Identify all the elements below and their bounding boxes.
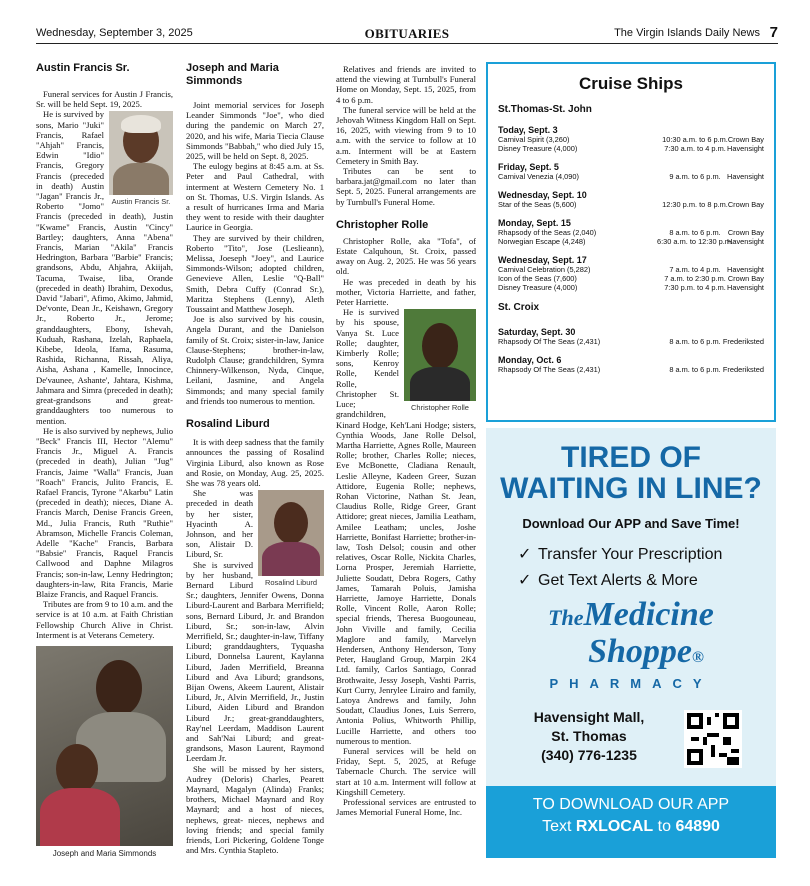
qr-code-icon[interactable] <box>684 710 742 768</box>
phone-number: (340) 776-1235 <box>541 747 637 763</box>
cruise-ships-box <box>486 62 776 422</box>
ship-time: 8 a.m. to 6 p.m. <box>669 228 721 237</box>
obituary-rolle <box>336 219 476 818</box>
ship-port: Havensight <box>727 172 764 181</box>
ship-port: Crown Bay <box>727 274 764 283</box>
obituary-paragraph: He is survived by his spouse, Vanya St. Luce Rolle; daughter, Kimberly Rolle; sons, Kenroy Rolle, Kendel Rolle, Christopher St. Luce; grandchildren, Kinard Hodge, Keh'Lani Hodge; sisters, Cynthia Woods, Jane Rolle Delsol, Martha Harriette, Agnes Rolle, Maureen Rolle; brother, Charles Rolle; nieces, Eve McBonette, Cladiana Renault, Leslie Alleyne, Kadeen Greer, Suzan Attidore, Eugenia Rolle; nephews, Rohan Victorine, Nathan St. Jean, Claudius Rolle, Ridge Greer, Grant Attidore; great nieces, Jamilia Leatham, Amilee Leatham; uncles, Joshe Harriette, Bonifast Harriette; brother-in-law, Tosh Delsol; cousin and other relatives, Oscar Rolle, Nickita Charles, Lorna Prosper, Jeremiah Harriette, Juliette Soudatt, Debra Rogers, Cathy James, Tamarah Poluis, Jamisha Harriette, Jamoye Harriette, Donals Rolle, Vincent Rolle, Aaron Rolle; special friends, Theresa Buogouneau, John Viville and family, Cecilia Maglore and family, Marvelyn Hendersen, Anthony Henderson, Tony Peter, Haugland Group, Marpin 2K4 Ltd. family, Carlos Santiago, Conrad Brothwaite, Jessy Joseph, Vashti Parris, Kurt Curry, Jenrylee Lirairo and family, Latoya Andrews and family, John Soudatt, Claudius Jones, Luis Serrero, Antonia Polius, Whitworth Phillip, Lucille Harriette, and others too numerous to mention. <box>336 307 476 746</box>
ship-time: 9 a.m. to 6 p.m. <box>669 172 721 181</box>
ad-bullets <box>518 542 722 594</box>
schedule-st-thomas <box>498 125 764 292</box>
obituary-paragraph: Relatives and friends are invited to attend the viewing at Turnbull's Funeral Home on Monday, Sept. 15, 2025, from 4 to 6 p.m. <box>336 64 476 105</box>
obituary-paragraph: Joint memorial services for Joseph Leander Simmonds "Joe", who died during the pandemic on March 27, 2020, and his wife, Maria Tiecia Clause Simmonds "Babbah," who died July 15, 2025, will be held on Sept. 8, 2025. <box>186 100 324 162</box>
obituary-simmonds <box>186 62 324 406</box>
section-title: OBITUARIES <box>364 26 450 41</box>
paper-name: The Virgin Islands Daily News <box>614 27 760 39</box>
ship-time: 8 a.m. to 6 p.m. <box>669 337 721 346</box>
obituary-name: Joseph and Maria Simmonds <box>186 62 279 87</box>
photo <box>36 646 173 846</box>
ship-ship: Disney Treasure (4,000) <box>498 283 578 292</box>
obituary-paragraph: Professional services are entrusted to James Memorial Funeral Home, Inc. <box>336 797 476 818</box>
medicine-shoppe-logo <box>506 598 756 675</box>
pharmacy-label: PHARMACY <box>549 676 713 691</box>
ship-row <box>498 283 764 292</box>
obituary-paragraph: She will be missed by her sisters, Audrey (Deloris) Charles, Pearett Maynard, Magalyn (Alinda) Franks; brothers, Michael Maynard and Roy Maynard; and a host of nieces, nephews, great- nieces, nephews and loving friends; and special family friends, Lori Pickering, Goldene Tonge and Mrs. Cynthia Stapleto. <box>186 763 324 856</box>
schedule-day: Friday, Sept. 5 <box>498 162 559 172</box>
page-number: 7 <box>769 24 778 41</box>
obituary-liburd <box>186 418 324 855</box>
obituary-paragraph: They are survived by their children, Roberto "Tito", Jose (Leslieann), Melissa, Joeseph "Joey", and Laurice Simmonds-Wilson; adopted children, Genevieve Allen, Leslie "Q-Ball" Smith, Debra Cuffy (Conrad Sr.), Maritza Stephens (Lenny), Aleth Toussaint and Matthew Joseph. <box>186 232 324 315</box>
obituary-paragraph: It is with deep sadness that the family announces the passing of Rosalind Virginia Liburd, also known as Rose and Rosie, on Monday, Aug. 25, 2025. She was 78 years old. <box>186 437 324 488</box>
bullet-text: Get Text Alerts & More <box>538 572 698 589</box>
obituary-name: Rosalind Liburd <box>186 418 270 431</box>
footer-text: Text <box>542 818 572 835</box>
obituary-paragraph: He was preceded in death by his mother, Victoria Harriette, and father, Peter Harriette. <box>336 276 476 308</box>
portrait-simmonds <box>36 646 173 858</box>
ship-port: Havensight <box>727 265 764 274</box>
photo-caption: Rosalind Liburd <box>264 578 318 588</box>
logo-shoppe: Shoppe <box>588 633 692 670</box>
ship-row <box>498 135 764 144</box>
ship-ship: Icon of the Seas (7,600) <box>498 274 577 283</box>
headline-line-1: TIRED OF <box>561 441 701 474</box>
obituary-paragraph: He is also survived by nephews, Julio "Beck" Francis III, Hector "Alemu" Francis Jr., Miguel A. Francis (preceded in death), Julian "Jug" Francis, Jaime "Walla" Francis, Juan "Roach" Francis, Julito Francis, E. Rafael Francis, Tyrone "Akarbu" Latin (preceded in death); nieces, Diane A. Francis March, Denise Francis Green, Md., Julia Francis, Ruth "Ruthie" Abramson, Michelle Francis Coleman, Adelle "Kache" Francis, Barbara "Babsie" Francis, Raquel Francis Callwood and Daphne Milagros Francis; son-in-law, Lenny Hedrington; daughters-in-law, Rita Francis, Marie Blaize Francis, and Raquel Francis. <box>36 425 173 599</box>
cruise-title: Cruise Ships <box>579 74 683 93</box>
ship-port: Havensight <box>727 283 764 292</box>
region-st-thomas: St.Thomas-St. John <box>498 104 592 115</box>
photo-caption: Joseph and Maria Simmonds <box>52 849 157 858</box>
photo <box>258 490 324 576</box>
obituary-paragraph: The eulogy begins at 8:45 a.m. at Ss. Peter and Paul Cathedral, with interment at Western Cemetery No. 1 on St. Thomas, U.S. Virgin Islands. As a result of hurricanes Irma and Maria they went to reside with their daughter Laurice in Georgia. <box>186 161 324 233</box>
ship-row <box>498 274 764 283</box>
ship-ship: Carnival Celebration (5,282) <box>498 265 591 274</box>
ship-time: 7:30 a.m. to 4 p.m. <box>664 144 726 153</box>
ship-ship: Norwegian Escape (4,248) <box>498 237 586 246</box>
ship-row <box>498 365 764 374</box>
ship-port: Crown Bay <box>727 135 764 144</box>
column-3 <box>336 64 476 876</box>
ship-ship: Rhapsody Of The Seas (2,431) <box>498 337 601 346</box>
obituary-paragraph: Joe is also survived by his cousin, Angela Durant, and the Danielson family of St. Croix; sister-in-law, Janice Clause-Stephens; brother-in-law, Rudolph Clause; grandchildren, Symra Chinnery-Wilkenson, Nyda, Cinque, Leilani, Jasmine, and Angela Simmonds; and many special family and friends too numerous to mention. <box>186 314 324 406</box>
ship-ship: Carnival Venezia (4,090) <box>498 172 579 181</box>
ship-row <box>498 200 764 209</box>
footer-to: to <box>657 818 671 835</box>
ship-ship: Carnival Spirit (3,260) <box>498 135 570 144</box>
ship-time: 12:30 p.m. to 8 p.m. <box>662 200 728 209</box>
page-header <box>36 26 778 44</box>
schedule-day: Monday, Oct. 6 <box>498 355 562 365</box>
photo-caption: Austin Francis Sr. <box>111 197 171 207</box>
ship-row <box>498 144 764 153</box>
obituary-paragraph: Funeral services will be held on Friday, Sept. 5, 2025, at Refuge Tabernacle Church. The service will start at 10 a.m. Interment will follow at Kingshill Cemetery. <box>336 746 476 797</box>
address-line-1: Havensight Mall, <box>533 709 645 725</box>
ship-row <box>498 172 764 181</box>
ship-row <box>498 265 764 274</box>
footer-line-2 <box>486 816 776 838</box>
obituary-paragraph: The funeral service will be held at the Jehovah Witness Kingdom Hall on Sept. 16, 2025, with viewing from 9 to 10 a.m. with the service to follow at 10 a.m. Interment will be at Eastern Cemetery in Smith Bay. <box>336 104 476 166</box>
schedule-day: Saturday, Sept. 30 <box>498 327 576 337</box>
footer-number: 64890 <box>675 818 720 835</box>
photo-caption: Christopher Rolle <box>411 403 469 413</box>
ship-port: Havensight <box>727 237 764 246</box>
footer-line-1: TO DOWNLOAD OUR APP <box>532 796 730 813</box>
portrait-christopher-rolle <box>404 309 476 412</box>
logo-medicine: Medicine <box>583 596 714 633</box>
store-address <box>504 708 674 765</box>
logo-the: The <box>548 605 584 630</box>
ship-port: Frederiksted <box>722 337 764 346</box>
medicine-shoppe-ad <box>486 428 776 858</box>
ship-row <box>498 228 764 237</box>
schedule-st-croix <box>498 327 764 374</box>
obituary-paragraph: Christopher Rolle, aka "Tofa", of Estate Calquhoun, St. Croix, passed away on Aug. 2, 2025. He was 56 years old. <box>336 235 476 277</box>
schedule-day: Wednesday, Sept. 17 <box>498 255 587 265</box>
issue-date: Wednesday, September 3, 2025 <box>36 27 193 39</box>
headline-line-2: WAITING IN LINE? <box>500 472 762 505</box>
obituary-liburd-continued <box>336 64 476 207</box>
ship-time: 10:30 a.m. to 6 p.m. <box>662 135 728 144</box>
photo <box>109 111 173 195</box>
ad-footer <box>486 786 776 858</box>
obituary-paragraph: He is survived by sons, Mario "Juki" Francis, Rafael "Ahjah" Francis, Edwin "Idio" Francis, Gregory Francis (preceded in death) Austin "Jagan" Francis Jr., Roberto "Jomo" Francis (preceded in death), Justin "Kwame" Francis, Austin "Cincy" Bartley; daughters, Anna "Abena" Francis, Marian "Akila" Francis Hedrington, Barbara "Barbie" Francis; grandsons, Abdu, Ahjahra, Akiijah, Tacuma, Twaise, Iiba, Orande (preceded in death) Ibrahim, Dexodus, David "Jabari", Afimo, Akimo, Jahmid, De'vonte, Dean Jr., Keishawn, Gregory Jr., Roberto Jr., Jerome; granddaughters, Ebony, Ishevah, Kuduah, Rashana, Izelah, Raphaela, Kibebe, Ideola, Ifama, Rasuma, Rashida, Richanna, Rissah, Aliya, Aisha, Ashana , Kamelle, Innocince, De'vaunee, Ashante', Jahtara, Kishma, Jahmara and Simra (preceded in death); great-grandsons and great-granddaughters too numerous to mention. <box>36 109 173 426</box>
obituary-paragraph: Tributes are from 9 to 10 a.m. and the service is at 10 a.m. at Faith Christian Fellowship Church Alive in Christ. Interment is at Veterans Cemetery. <box>36 599 173 640</box>
photo <box>404 309 476 401</box>
schedule-day: Today, Sept. 3 <box>498 125 558 135</box>
ship-time: 8 a.m. to 6 p.m. <box>669 365 721 374</box>
obituary-name: Christopher Rolle <box>336 218 429 231</box>
ship-port: Frederiksted <box>722 365 764 374</box>
schedule-day: Monday, Sept. 15 <box>498 218 571 228</box>
obituary-austin-francis <box>36 62 173 640</box>
obituary-paragraph: Tributes can be sent to barbara.jat@gmail.com no later than Sept. 5, 2025. Funeral arrangements are by Turnbull's Funeral Home. <box>336 166 476 207</box>
footer-code: RXLOCAL <box>575 818 654 835</box>
portrait-rosalind-liburd <box>258 490 324 587</box>
check-icon: ✓ <box>518 572 532 589</box>
schedule-day: Wednesday, Sept. 10 <box>498 190 587 200</box>
ship-time: 7 a.m. to 4 p.m. <box>669 265 721 274</box>
obituary-paragraph: She is survived by her husband, Bernard Liburd Sr.; daughters, Jennifer Owens, Donna Liburd-Laurent and Barbara Merrifield; sons, Bernard Liburd, Jr. and Brandon Liburd, Sr.; son-in-law, Alvin Merrifield, Sr.; daughter-in-law, Tiffany Liburd; granddaughters, Tyquasha Liburd, Donnelsa Laurent, Kaylanna Liburd, Jaden Merrifield, Breanna Liburd and Ava Liburd; grandsons, Bijan Owens, Akeem Laurent, Alistair Liburd, Jr., Alvin Merrifield, Jr., Justin Liburd, Aiden Liburd and Brandon Liburd Jr.; great-granddaughters, Ray'nel Leerdam, Maddison Laurent and Sah'Nai Liburd; and great-grandsons, Mason Laurent, Raymond Leerdam Jr. <box>186 559 324 764</box>
portrait-austin-francis <box>109 111 173 206</box>
ship-port: Crown Bay <box>727 200 764 209</box>
ad-subhead: Download Our APP and Save Time! <box>522 516 740 531</box>
obituary-paragraph: She was preceded in death by her sister, Hyacinth A. Johnson, and her son, Alistair D. Liburd, Sr. <box>186 488 253 560</box>
address-line-2: St. Thomas <box>551 728 627 744</box>
ship-ship: Disney Treasure (4,000) <box>498 144 578 153</box>
ship-time: 7 a.m. to 2:30 p.m. <box>664 274 726 283</box>
ship-port: Crown Bay <box>727 228 764 237</box>
region-st-croix: St. Croix <box>498 302 540 313</box>
ship-port: Havensight <box>727 144 764 153</box>
obituary-paragraph: Funeral services for Austin J Francis, Sr. will be held Sept. 19, 2025. <box>36 89 173 110</box>
ship-row <box>498 237 764 246</box>
column-2 <box>186 58 324 876</box>
ship-ship: Star of the Seas (5,600) <box>498 200 577 209</box>
ship-time: 7:30 p.m. to 4 p.m. <box>664 283 726 292</box>
ad-headline <box>486 442 776 504</box>
obituary-name: Austin Francis Sr. <box>36 62 130 74</box>
rx-icon: ® <box>691 649 704 666</box>
check-icon: ✓ <box>518 546 532 563</box>
ship-row <box>498 337 764 346</box>
ship-ship: Rhapsody Of The Seas (2,431) <box>498 365 601 374</box>
bullet-text: Transfer Your Prescription <box>538 546 723 563</box>
ship-ship: Rhapsody of the Seas (2,040) <box>498 228 597 237</box>
ship-time: 6:30 a.m. to 12:30 p.m. <box>656 237 733 246</box>
